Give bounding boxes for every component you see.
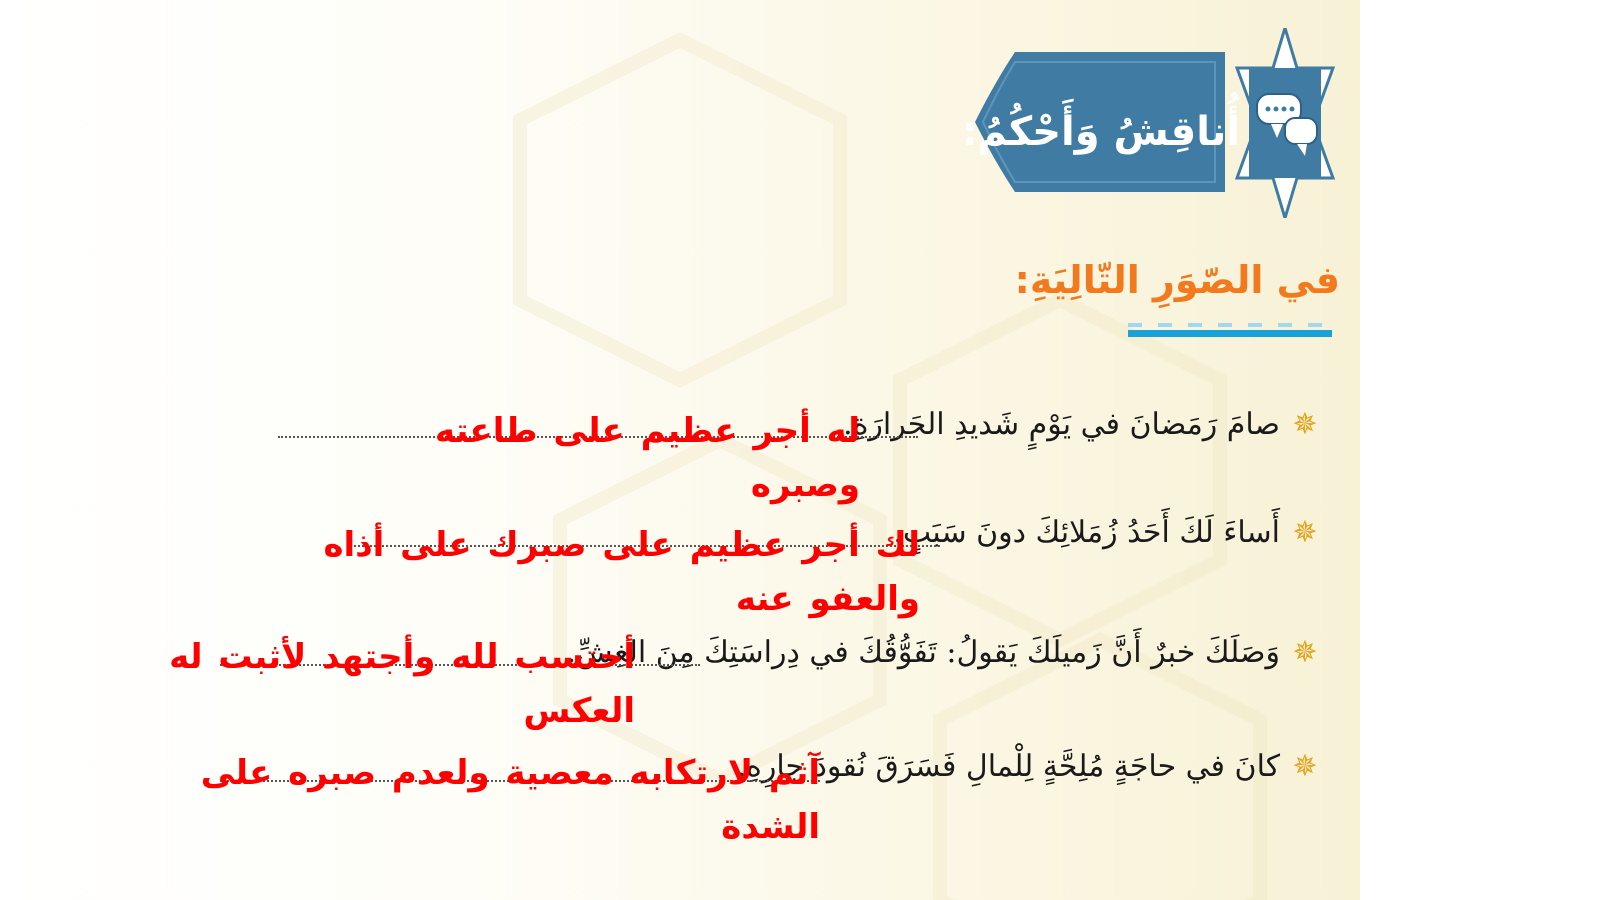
question-1: صامَ رَمَضانَ في يَوْمٍ شَديدِ الحَرارَةِ. <box>843 407 1280 442</box>
speech-bubbles-icon <box>1235 28 1335 218</box>
subheading-underline <box>1128 330 1332 337</box>
question-3: وَصَلَكَ خبرٌ أَنَّ زَميلَكَ يَقولُ: تَفَوُّقُكَ في دِراسَتِكَ مِنَ الغِشِّ. <box>566 635 1280 670</box>
star-bullet-icon: ✵ <box>1292 635 1318 670</box>
star-bullet-icon: ✵ <box>1292 515 1318 550</box>
question-2: أَساءَ لَكَ أَحَدُ زُمَلائِكَ دونَ سَبَبٍ. <box>893 515 1280 550</box>
answer-4: آثم لارتكابه معصية ولعدم صبره على الشدة <box>200 753 820 847</box>
question-4: كانَ في حاجَةٍ مُلِحَّةٍ لِلْمالِ فَسَرَقَ نُقودَ جارِهِ. <box>736 749 1280 784</box>
right-margin <box>1360 0 1598 900</box>
answer-2: لك أجر عظيم على صبرك على أذاه والعفو عنه <box>323 525 920 619</box>
star-bullet-icon: ✵ <box>1292 749 1318 784</box>
subheading: في الصّوَرِ التّالِيَةِ: <box>1014 258 1340 302</box>
star-bullet-icon: ✵ <box>1292 407 1318 442</box>
section-title: أُناقِشُ وَأَحْكُمُ: <box>961 109 1240 155</box>
answer-3: أحتسب لله وأجتهد لأثبت له العكس <box>169 637 635 731</box>
answer-1: له أجر عظيم على طاعته وصبره <box>435 411 860 505</box>
